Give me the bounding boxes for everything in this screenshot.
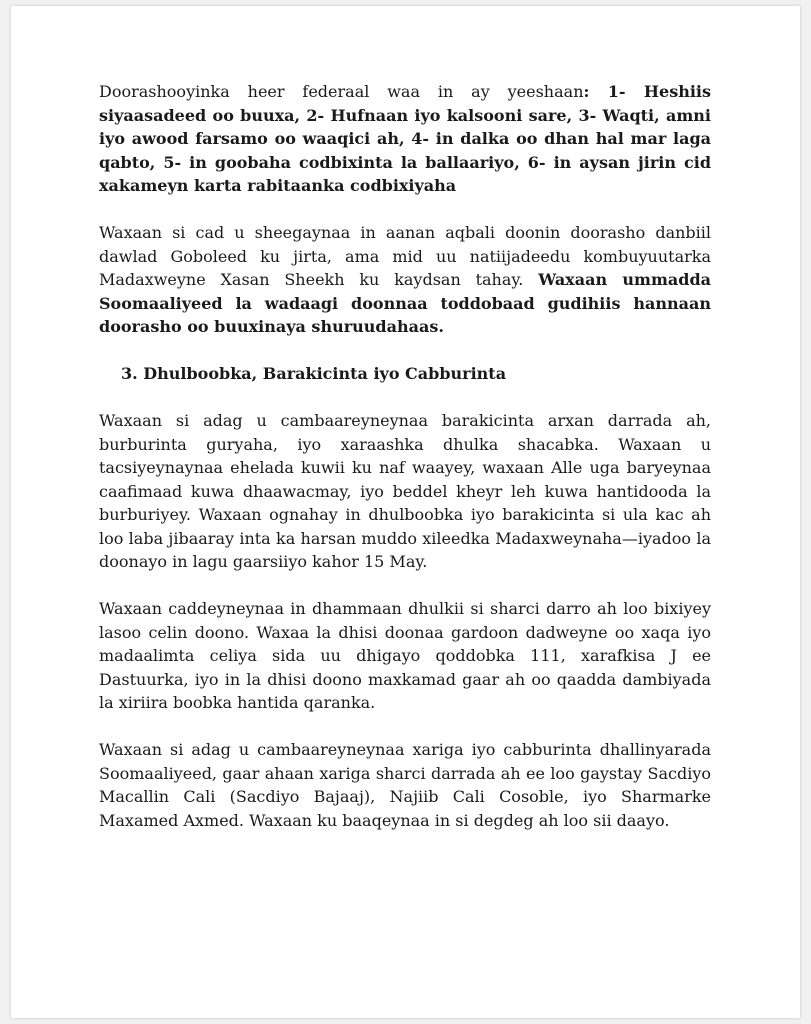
section-heading: 3. Dhulboobka, Barakicinta iyo Cabburinta <box>121 364 507 383</box>
paragraph-rejection-text: Waxaan si cad u sheegaynaa in aanan aqbali doonin doorasho danbiil dawlad Goboleed ku jirta, ama mid uu natiijadeedu kombuyuutarka Madaxweyne Xasan Sheekh ku kaydsan tahay. <box>99 223 711 289</box>
paragraph-intro-text: Doorashooyinka heer federaal waa in ay yeeshaan <box>99 82 584 101</box>
paragraph-displacement: Waxaan si adag u cambaareyneynaa barakicinta arxan darrada ah, burburinta guryaha, iyo xaraashka dhulka shacabka. Waxaan u tacsiyeynaynaa ehelada kuwii ku naf waayey, waxaan Alle uga baryeynaa caafimaad kuwa dhaawacmay, iyo beddel kheyr leh kuwa hantidooda la burburiyey. Waxaan ognahay in dhulboobka iyo barakicinta si ula kac ah loo laba jibaaray inta ka harsan muddo xileedka Madaxweynaha—iyadoo la doonayo in lagu gaarsiiyo kahor 15 May. <box>99 411 711 571</box>
paragraph-land-return: Waxaan caddeyneynaa in dhammaan dhulkii si sharci darro ah loo bixiyey lasoo celin doono. Waxaa la dhisi doonaa gardoon dadweyne oo xaqa iyo madaalimta celiya sida uu dhigayo qoddobka 111, xarafkisa J ee Dastuurka, iyo in la dhisi doono maxkamad gaar ah oo qaadda dambiyada la xiriira boobka hantida qaranka. <box>99 599 711 712</box>
paragraph-bold-commitment: Waxaan ummadda Soomaaliyeed la wadaagi doonnaa toddobaad gudihiis hannaan doorasho oo buuxinaya shuruudahaas. <box>99 270 711 336</box>
document-body <box>99 80 711 856</box>
paragraph-election-rejection <box>99 221 711 339</box>
paragraph-election-requirements <box>99 80 711 198</box>
paragraph-bold-requirements: : 1- Heshiis siyaasadeed oo buuxa, 2- Hufnaan iyo kalsooni sare, 3- Waqti, amni iyo awood farsamo oo waaqici ah, 4- in dalka oo dhan hal mar laga qabto, 5- in goobaha codbixinta la ballaariyo, 6- in aysan jirin cid xakameyn karta rabitaanka codbixiyaha <box>99 82 711 195</box>
paragraph-youth-arrests: Waxaan si adag u cambaareyneynaa xariga iyo cabburinta dhallinyarada Soomaaliyeed, gaar ahaan xariga sharci darrada ah ee loo gaystay Sacdiyo Macallin Cali (Sacdiyo Bajaaj), Najiib Cali Cosoble, iyo Sharmarke Maxamed Axmed. Waxaan ku baaqeynaa in si degdeg ah loo sii daayo. <box>99 740 711 830</box>
document-page <box>11 6 800 1018</box>
